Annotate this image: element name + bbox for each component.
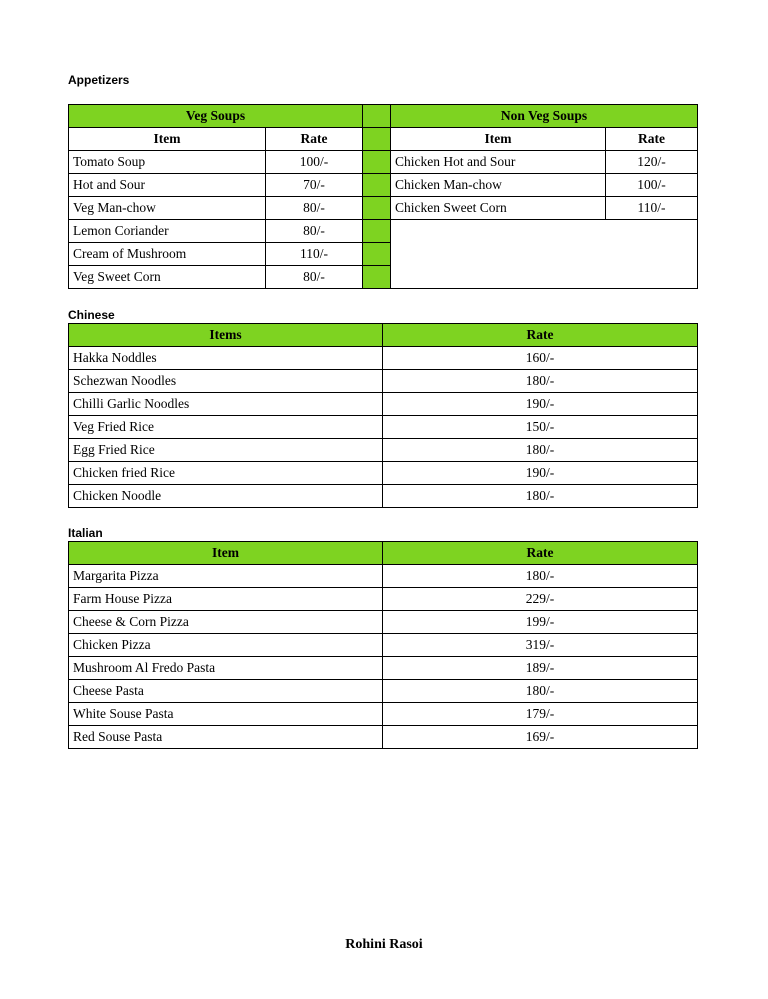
chinese-item: Veg Fried Rice: [69, 416, 383, 439]
nonveg-item: Chicken Hot and Sour: [391, 151, 606, 174]
table-row: [69, 151, 698, 174]
chinese-item: Chicken Noodle: [69, 485, 383, 508]
chinese-rate: 180/-: [383, 485, 698, 508]
chinese-rate: 190/-: [383, 462, 698, 485]
separator-cell: [363, 243, 391, 266]
chinese-rate: 180/-: [383, 439, 698, 462]
italian-rate: 319/-: [383, 634, 698, 657]
italian-item: White Souse Pasta: [69, 703, 383, 726]
chinese-item: Chicken fried Rice: [69, 462, 383, 485]
veg-rate: 80/-: [266, 220, 363, 243]
table-row: [69, 611, 698, 634]
table-row: [69, 220, 698, 243]
italian-item: Cheese & Corn Pizza: [69, 611, 383, 634]
italian-rate: 229/-: [383, 588, 698, 611]
table-row: [69, 393, 698, 416]
veg-item: Hot and Sour: [69, 174, 266, 197]
chinese-item: Chilli Garlic Noodles: [69, 393, 383, 416]
italian-item: Margarita Pizza: [69, 565, 383, 588]
separator-cell: [363, 151, 391, 174]
veg-item: Veg Sweet Corn: [69, 266, 266, 289]
table-row: [69, 462, 698, 485]
table-row: [69, 439, 698, 462]
table-row: [69, 703, 698, 726]
veg-soups-title: Veg Soups: [69, 105, 363, 128]
veg-item: Lemon Coriander: [69, 220, 266, 243]
veg-rate: 80/-: [266, 266, 363, 289]
italian-item: Cheese Pasta: [69, 680, 383, 703]
separator-cell: [363, 266, 391, 289]
nonveg-col-rate: Rate: [606, 128, 698, 151]
empty-cell: [391, 220, 698, 289]
table-row: [69, 174, 698, 197]
veg-rate: 110/-: [266, 243, 363, 266]
veg-col-item: Item: [69, 128, 266, 151]
table-row: [69, 657, 698, 680]
italian-item: Red Souse Pasta: [69, 726, 383, 749]
chinese-table: [68, 323, 698, 508]
separator-cell: [363, 174, 391, 197]
chinese-rate: 190/-: [383, 393, 698, 416]
separator-cell: [363, 105, 391, 128]
table-row: [69, 726, 698, 749]
italian-rate: 180/-: [383, 565, 698, 588]
chinese-col-item: Items: [69, 324, 383, 347]
veg-item: Tomato Soup: [69, 151, 266, 174]
veg-rate: 80/-: [266, 197, 363, 220]
chinese-heading: Chinese: [68, 308, 115, 322]
nonveg-rate: 110/-: [606, 197, 698, 220]
table-row: [69, 347, 698, 370]
chinese-rate: 180/-: [383, 370, 698, 393]
nonveg-soups-title: Non Veg Soups: [391, 105, 698, 128]
nonveg-rate: 120/-: [606, 151, 698, 174]
italian-col-item: Item: [69, 542, 383, 565]
italian-rate: 180/-: [383, 680, 698, 703]
table-row: [69, 588, 698, 611]
veg-item: Veg Man-chow: [69, 197, 266, 220]
table-row: [69, 416, 698, 439]
chinese-col-rate: Rate: [383, 324, 698, 347]
italian-table: [68, 541, 698, 749]
italian-item: Chicken Pizza: [69, 634, 383, 657]
italian-item: Farm House Pizza: [69, 588, 383, 611]
separator-cell: [363, 128, 391, 151]
nonveg-item: Chicken Sweet Corn: [391, 197, 606, 220]
separator-cell: [363, 220, 391, 243]
nonveg-item: Chicken Man-chow: [391, 174, 606, 197]
table-row: [69, 485, 698, 508]
italian-heading: Italian: [68, 526, 103, 540]
table-row: [69, 634, 698, 657]
chinese-rate: 150/-: [383, 416, 698, 439]
separator-cell: [363, 197, 391, 220]
chinese-item: Schezwan Noodles: [69, 370, 383, 393]
chinese-item: Hakka Noddles: [69, 347, 383, 370]
italian-rate: 189/-: [383, 657, 698, 680]
veg-rate: 70/-: [266, 174, 363, 197]
italian-item: Mushroom Al Fredo Pasta: [69, 657, 383, 680]
chinese-item: Egg Fried Rice: [69, 439, 383, 462]
veg-col-rate: Rate: [266, 128, 363, 151]
appetizers-table: [68, 104, 698, 289]
veg-item: Cream of Mushroom: [69, 243, 266, 266]
italian-col-rate: Rate: [383, 542, 698, 565]
footer-restaurant-name: Rohini Rasoi: [345, 937, 423, 952]
nonveg-rate: 100/-: [606, 174, 698, 197]
appetizers-heading: Appetizers: [68, 73, 130, 87]
veg-rate: 100/-: [266, 151, 363, 174]
chinese-rate: 160/-: [383, 347, 698, 370]
table-row: [69, 370, 698, 393]
table-row: [69, 680, 698, 703]
nonveg-col-item: Item: [391, 128, 606, 151]
italian-rate: 179/-: [383, 703, 698, 726]
italian-rate: 199/-: [383, 611, 698, 634]
italian-rate: 169/-: [383, 726, 698, 749]
table-row: [69, 565, 698, 588]
table-row: [69, 197, 698, 220]
